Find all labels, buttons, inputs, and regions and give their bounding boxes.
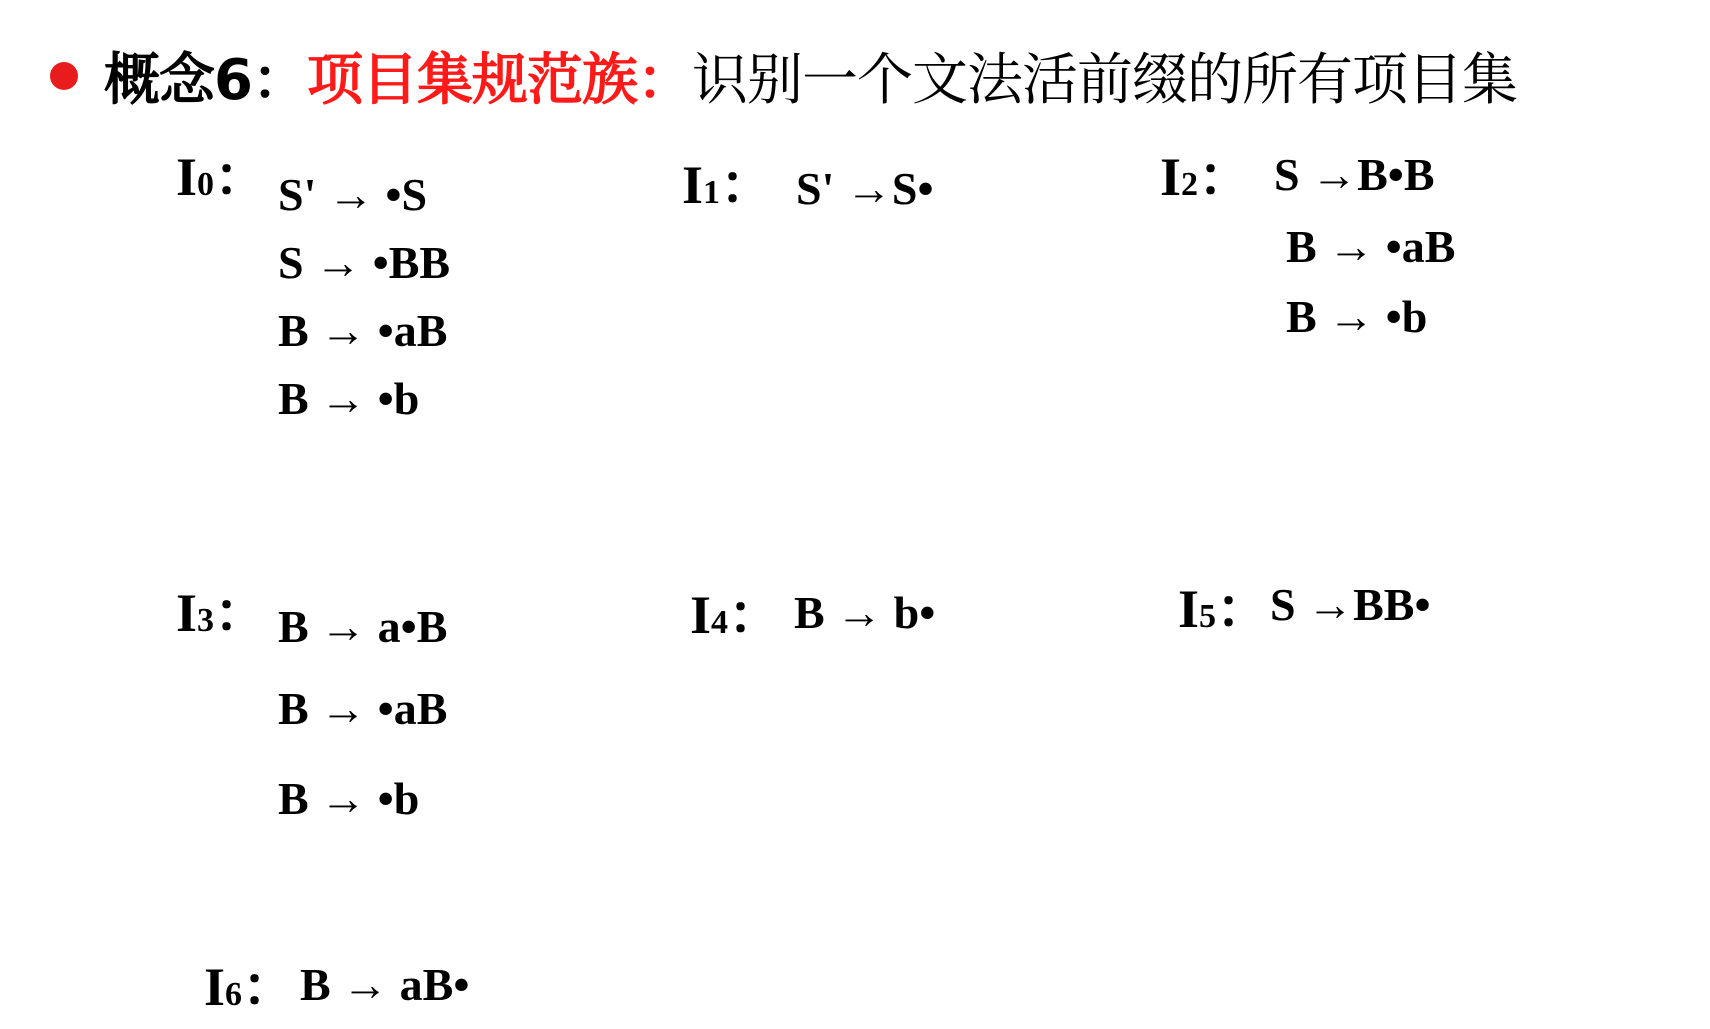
item-set-i5-item-1: S →BB• [1270, 579, 1431, 630]
item-set-i3-item-1: B → a•B [278, 601, 448, 652]
item-set-i2-item-2: B → •aB [1286, 221, 1456, 272]
item-set-label-i0: I0： [176, 147, 269, 207]
item-set-label-i4: I4： [690, 585, 783, 645]
item-set-i3-item-3: B → •b [278, 773, 420, 824]
item-set-i4-item-1: B → b• [794, 587, 936, 638]
heading [50, 36, 1517, 116]
item-set-i3-item-2: B → •aB [278, 683, 448, 734]
item-set-i0-item-4: B → •b [278, 373, 420, 424]
item-set-i0-item-1: S' → •S [278, 169, 428, 220]
item-set-i2-item-1: S →B•B [1274, 149, 1435, 200]
item-set-label-i6: I6： [204, 957, 297, 1017]
concept-label: 概念6： [104, 48, 307, 113]
item-set-label-i2: I2： [1160, 147, 1253, 207]
concept-term: 项目集规范族： [306, 48, 692, 113]
item-set-i1-item-1: S' →S• [796, 163, 934, 214]
bullet-icon [50, 62, 78, 90]
item-set-label-i3: I3： [176, 583, 269, 643]
item-set-i2-item-3: B → •b [1286, 291, 1428, 342]
item-set-i0-item-3: B → •aB [278, 305, 448, 356]
item-set-i0-item-2: S → •BB [278, 237, 451, 288]
concept-description: 识别一个文法活前缀的所有项目集 [691, 48, 1517, 113]
item-set-label-i5: I5： [1178, 579, 1271, 639]
item-set-i6-item-1: B → aB• [300, 959, 470, 1010]
item-set-label-i1: I1： [682, 155, 775, 215]
